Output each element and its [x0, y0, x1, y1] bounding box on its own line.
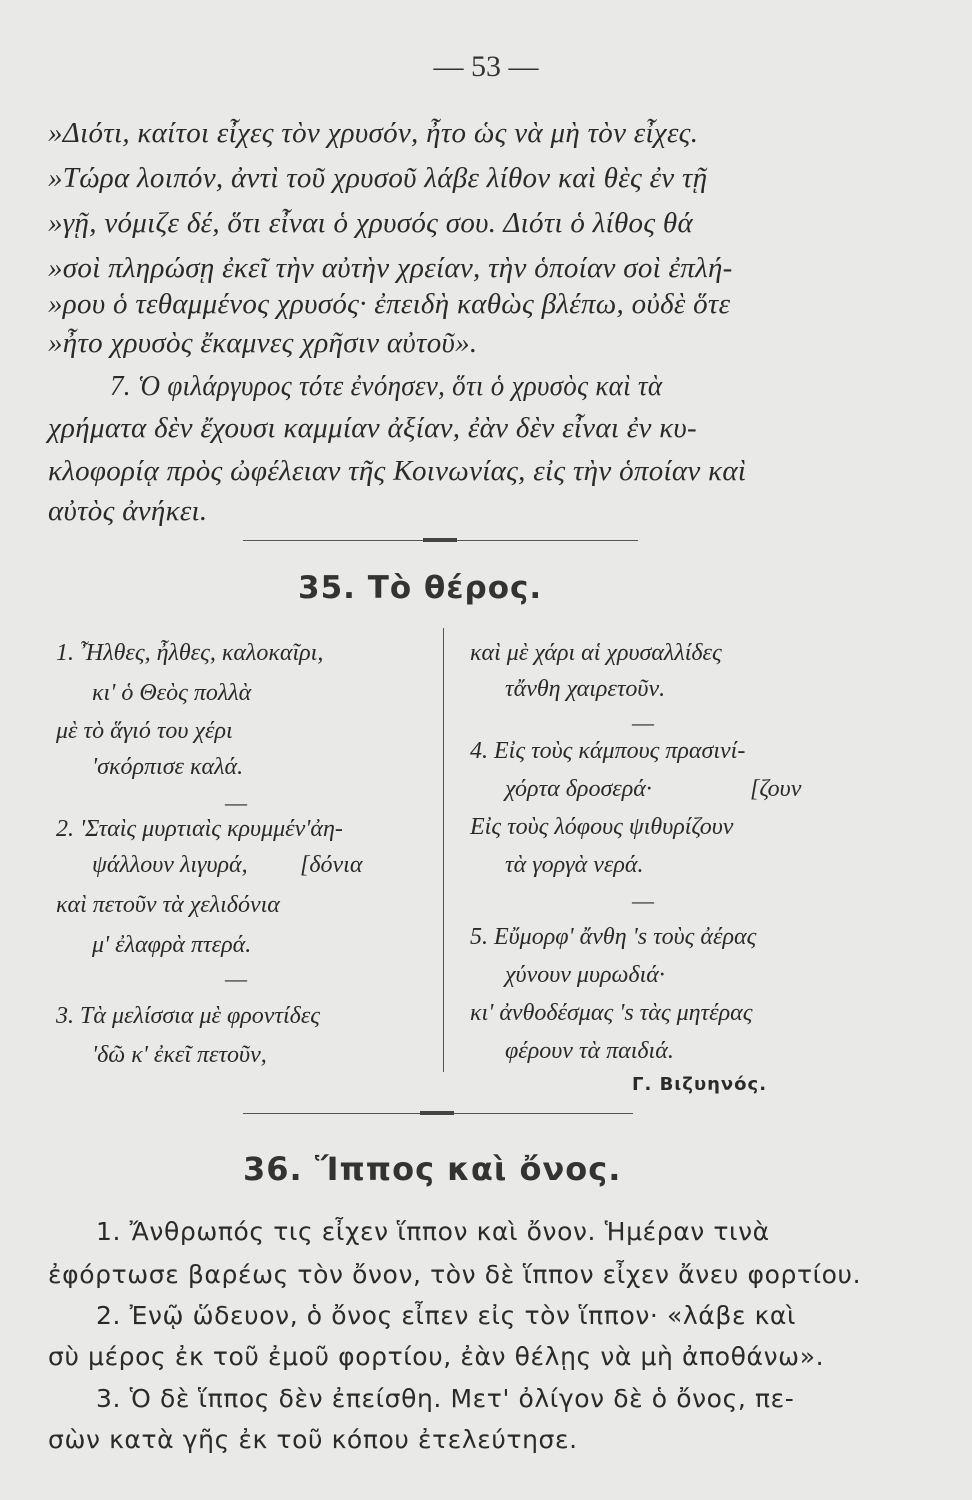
poem-line: 1. Ἦλθες, ἦλθες, καλοκαῖρι, [56, 640, 324, 666]
stanza-separator: — [225, 790, 247, 815]
story-line: σὺ μέρος ἐκ τοῦ ἐμοῦ φορτίου, ἐὰν θέλῃς νὰ μὴ ἀποθάνω». [48, 1342, 825, 1371]
prose-line: »γῇ, νόμιζε δέ, ὅτι εἶναι ὁ χρυσός σου. Διότι ὁ λίθος θά [48, 207, 694, 239]
stanza-separator: — [632, 710, 654, 735]
poem-line: χόρτα δροσερά· [505, 776, 652, 802]
prose-line: »ρου ὁ τεθαμμένος χρυσός· ἐπειδὴ καθὼς βλέπω, οὐδὲ ὅτε [48, 288, 731, 320]
poem-line: τἄνθη χαιρετοῦν. [505, 676, 666, 702]
poem-line: 4. Εἰς τοὺς κάμπους πρασινί- [470, 738, 746, 764]
poem-author: Γ. Βιζυηνός. [632, 1074, 768, 1095]
prose-line: 7. Ὁ φιλάργυρος τότε ἐνόησεν, ὅτι ὁ χρυσὸς καὶ τὰ [110, 370, 663, 402]
poem-line: 5. Εὔμορφ' ἄνθη 's τοὺς ἀέρας [470, 924, 757, 950]
poem-line: [δόνια [300, 852, 363, 878]
poem-line: μ' ἐλαφρὰ πτερά. [92, 932, 252, 958]
poem-line: 'δῶ κ' ἐκεῖ πετοῦν, [92, 1042, 267, 1068]
prose-line: κλοφορίᾳ πρὸς ὠφέλειαν τῆς Κοινωνίας, εἰς τὴν ὁποίαν καὶ [48, 455, 747, 487]
prose-line: αὐτὸς ἀνήκει. [48, 495, 208, 527]
prose-line: χρήματα δὲν ἔχουσι καμμίαν ἀξίαν, ἐὰν δὲν εἶναι ἐν κυ- [48, 412, 697, 444]
prose-line: »Τώρα λοιπόν, ἀντὶ τοῦ χρυσοῦ λάβε λίθον καὶ θὲς ἐν τῇ [48, 162, 708, 194]
divider-ornament [420, 1111, 454, 1115]
stanza-separator: — [632, 888, 654, 913]
poem-line: φέρουν τὰ παιδιά. [505, 1038, 674, 1064]
poem-line: Εἰς τοὺς λόφους ψιθυρίζουν [470, 814, 734, 840]
story-line: ἐφόρτωσε βαρέως τὸν ὄνον, τὸν δὲ ἵππον εἶχεν ἄνευ φορτίου. [48, 1260, 862, 1289]
poem-line: [ζουν [750, 776, 802, 802]
poem-line: χύνουν μυρωδιά· [505, 962, 665, 988]
story-line: σὼν κατὰ γῆς ἐκ τοῦ κόπου ἐτελεύτησε. [48, 1425, 578, 1454]
poem-line: μὲ τὸ ἅγιό του χέρι [56, 718, 233, 744]
poem-line: 3. Τὰ μελίσσια μὲ φροντίδες [56, 1003, 321, 1029]
prose-line: »σοὶ πληρώσῃ ἐκεῖ τὴν αὐτὴν χρείαν, τὴν ὁποίαν σοὶ ἐπλή- [48, 252, 733, 284]
section-heading: 36. Ἵππος καὶ ὄνος. [243, 1150, 622, 1188]
divider-ornament [423, 538, 457, 542]
poem-line: τὰ γοργὰ νερά. [505, 852, 644, 878]
section-heading: 35. Τὸ θέρος. [298, 570, 543, 606]
poem-line: ψάλλουν λιγυρά, [92, 852, 248, 878]
poem-line: καὶ μὲ χάρι αἱ χρυσαλλίδες [470, 640, 722, 666]
prose-line: »ἦτο χρυσὸς ἔκαμνες χρῆσιν αὐτοῦ». [48, 327, 478, 359]
poem-line: καὶ πετοῦν τὰ χελιδόνια [56, 892, 280, 918]
poem-line: 2. 'Σταὶς μυρτιαὶς κρυμμέν'ἀη- [56, 816, 343, 842]
prose-line: »Διότι, καίτοι εἶχες τὸν χρυσόν, ἦτο ὡς νὰ μὴ τὸν εἶχες. [48, 117, 699, 149]
story-line: 1. Ἄνθρωπός τις εἶχεν ἵππον καὶ ὄνον. Ἡμέραν τινὰ [96, 1217, 770, 1246]
column-separator [443, 628, 444, 1072]
poem-line: κι' ἀνθοδέσμας 's τὰς μητέρας [470, 1000, 753, 1026]
page-number: — 53 — [433, 50, 539, 83]
poem-line: κι' ὁ Θεὸς πολλὰ [92, 680, 252, 706]
story-line: 3. Ὁ δὲ ἵππος δὲν ἐπείσθη. Μετ' ὀλίγον δὲ ὁ ὄνος, πε- [96, 1384, 795, 1413]
poem-line: 'σκόρπισε καλά. [92, 754, 244, 780]
stanza-separator: — [225, 966, 247, 991]
story-line: 2. Ἐνῷ ὥδευον, ὁ ὄνος εἶπεν εἰς τὸν ἵππον· «λάβε καὶ [96, 1301, 797, 1330]
